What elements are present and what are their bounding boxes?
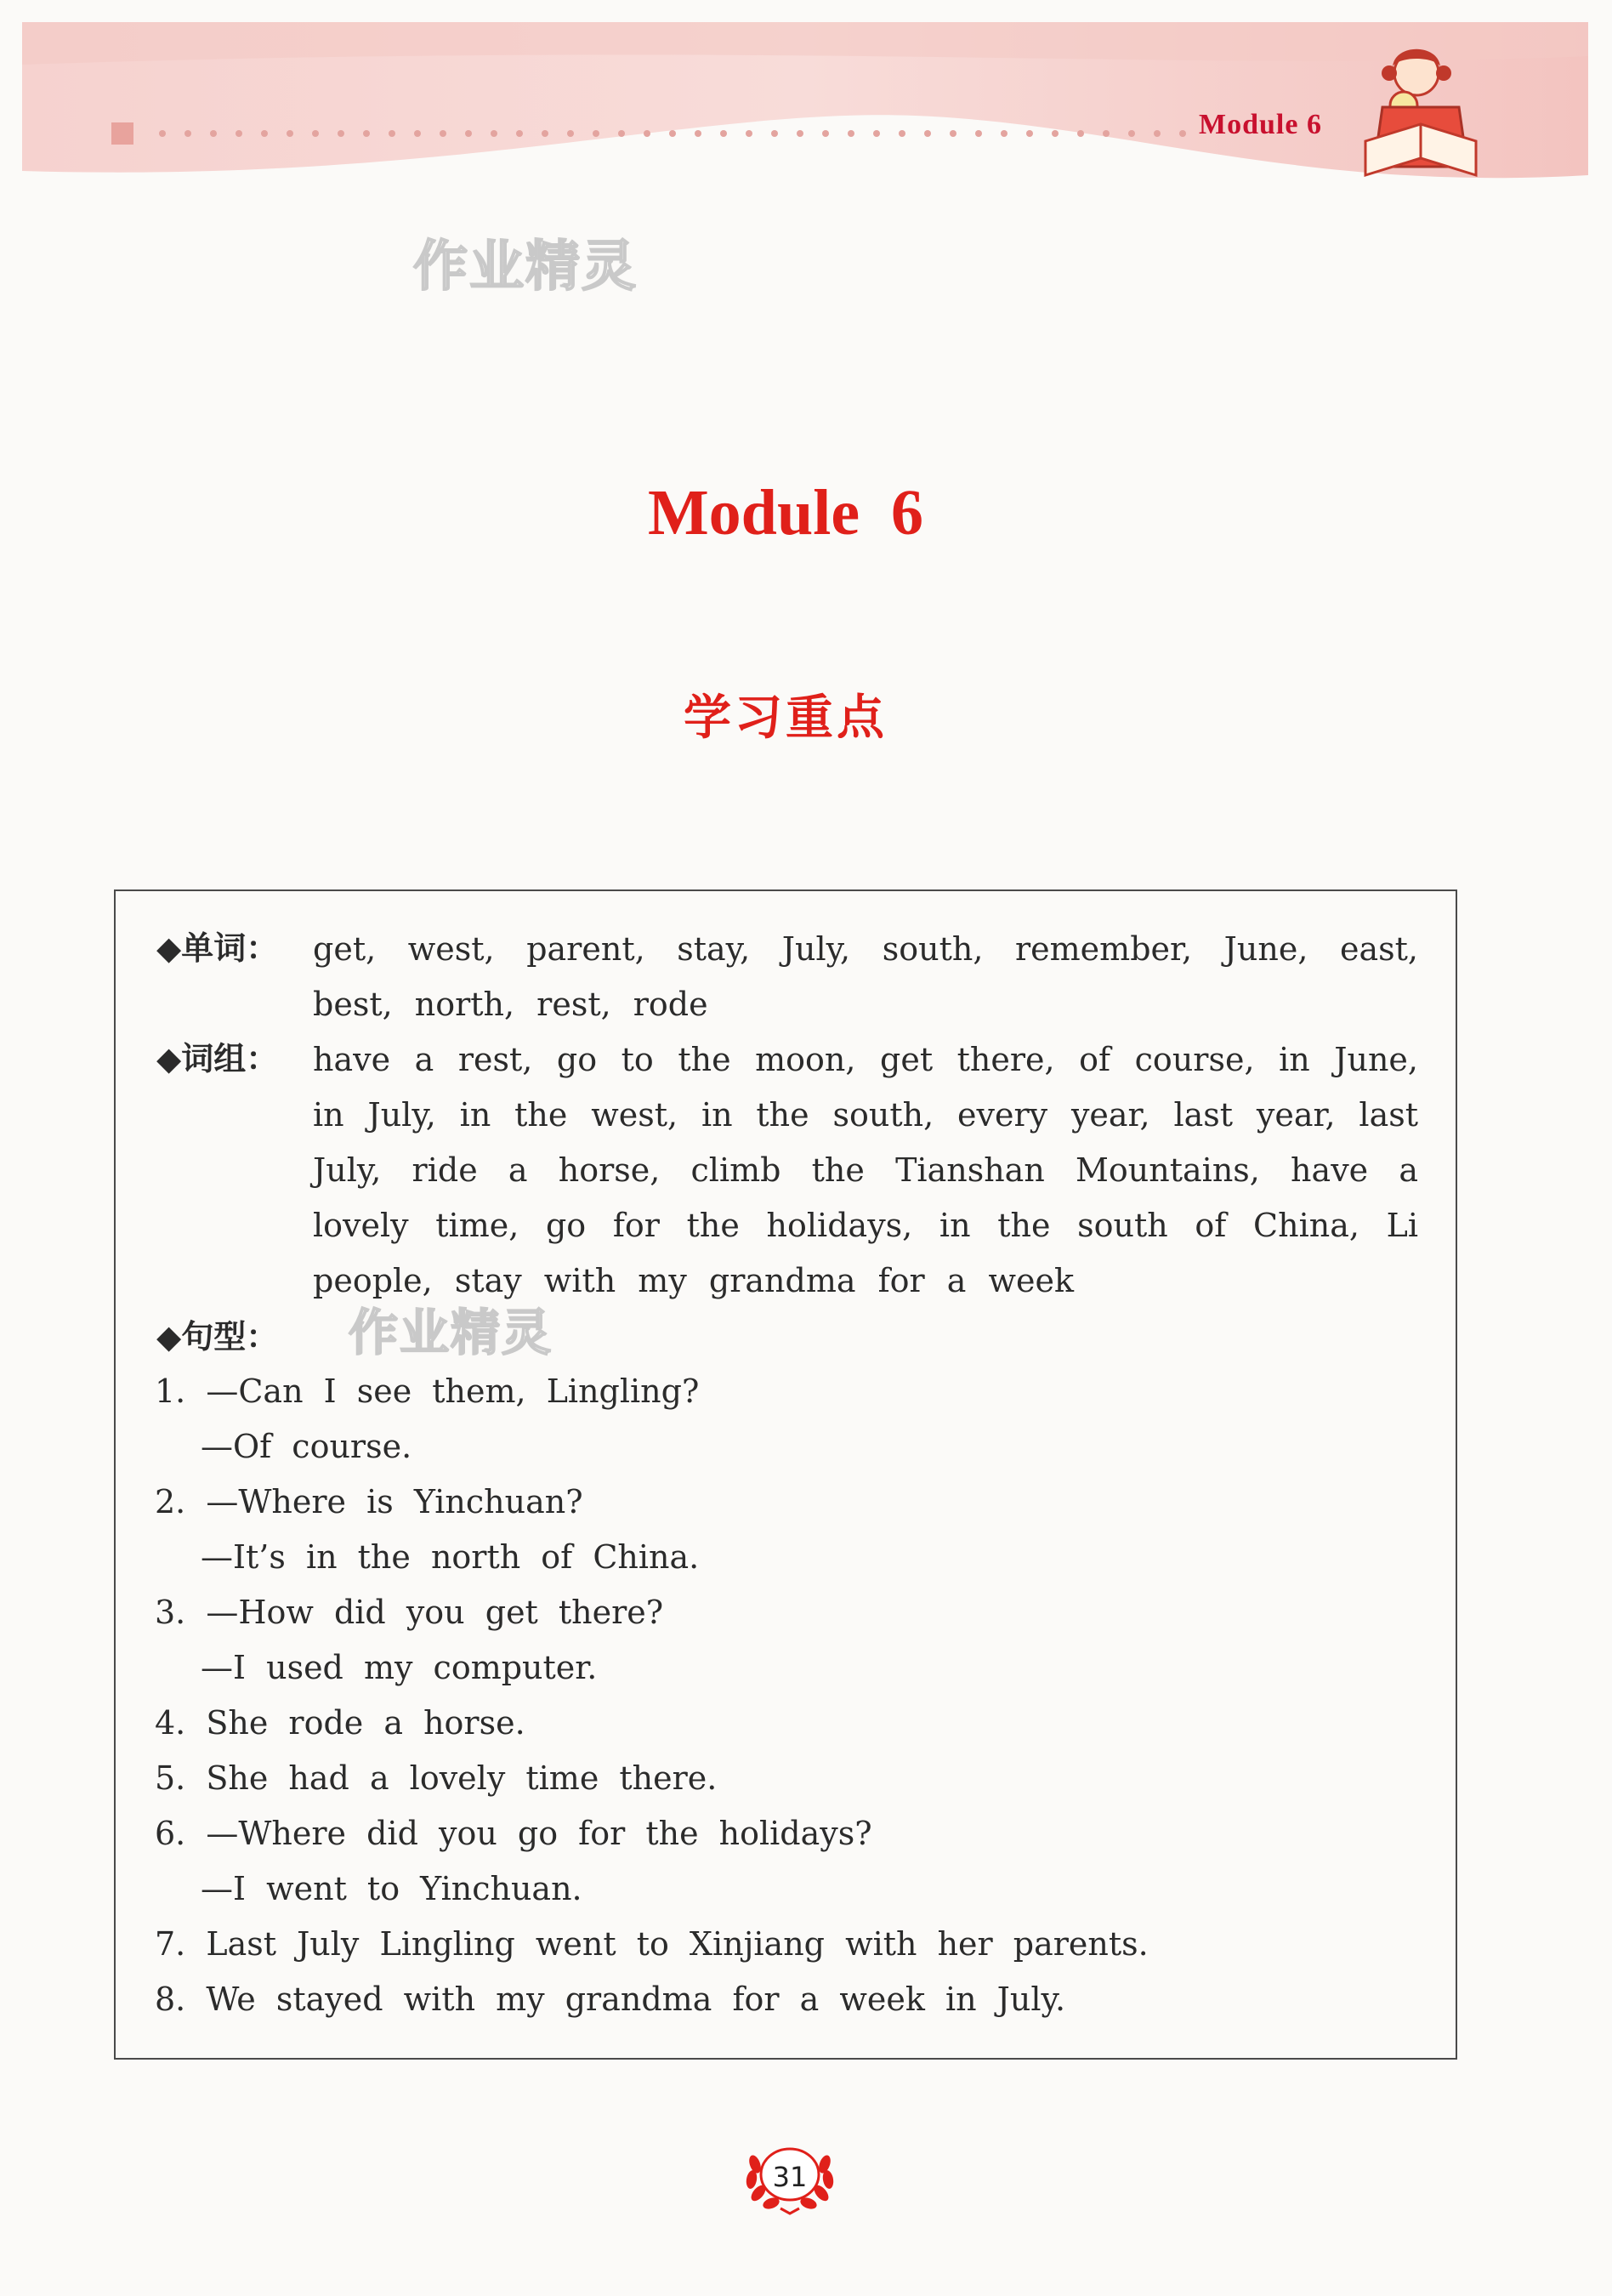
sentence-item: —I went to Yinchuan. xyxy=(201,1870,582,1907)
sentence-item: 5. She had a lovely time there. xyxy=(155,1759,718,1797)
sentence-item: 2. —Where is Yinchuan? xyxy=(155,1483,583,1520)
sentence-item: 6. —Where did you go for the holidays? xyxy=(155,1815,872,1852)
page-title: Module 6 xyxy=(647,477,924,548)
header-module-label: Module 6 xyxy=(1199,109,1322,140)
sentence-item: 1. —Can I see them, Lingling? xyxy=(155,1372,700,1410)
phrases-list: have a rest, go to the moon, get there, of course, in June, in July, in the west, in the south, every year, last year, last July, ride a horse, climb the Tianshan Mountains, have a lovely time, go for the holidays, in the south of China, Li people, stay with my grandma for a week xyxy=(313,1041,1418,1299)
sentence-item: 7. Last July Lingling went to Xinjiang with her parents. xyxy=(155,1925,1149,1963)
sentence-item: —It’s in the north of China. xyxy=(201,1538,700,1576)
header-band xyxy=(22,22,1588,192)
section-subtitle: 学习重点 xyxy=(684,691,888,746)
words-list: get, west, parent, stay, July, south, remember, June, east, best, north, rest, rode xyxy=(313,930,1418,1023)
watermark: 作业精灵 xyxy=(413,236,638,298)
phrases-label: ◆词组： xyxy=(156,1040,279,1077)
sentence-item: 8. We stayed with my grandma for a week in July. xyxy=(155,1981,1066,2018)
page-number: 31 xyxy=(772,2161,808,2193)
header-wave-graphic xyxy=(22,22,1588,192)
patterns-label: ◆句型： xyxy=(156,1318,279,1355)
sentence-item: —I used my computer. xyxy=(201,1649,598,1686)
sentence-item: 4. She rode a horse. xyxy=(155,1704,525,1742)
sentence-item: 3. —How did you get there? xyxy=(155,1594,664,1631)
sentence-item: —Of course. xyxy=(201,1428,412,1465)
watermark: 作业精灵 xyxy=(349,1304,553,1361)
words-label: ◆单词： xyxy=(156,929,279,967)
